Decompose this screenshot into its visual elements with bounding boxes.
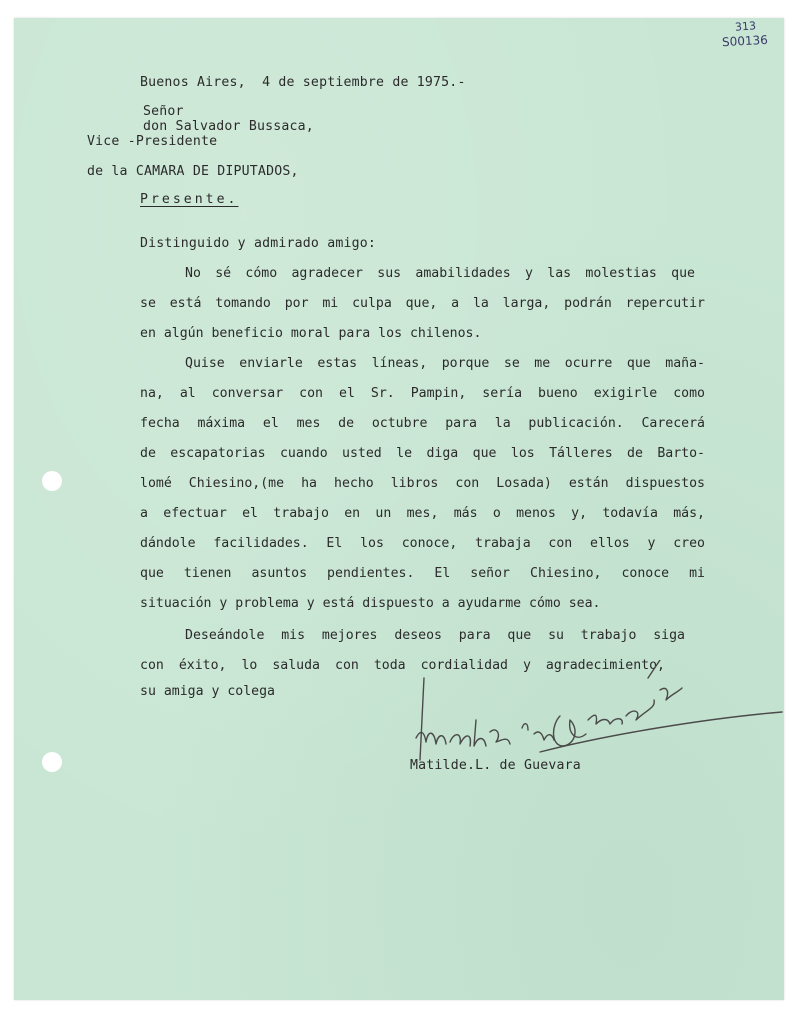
recipient-name: don Salvador Bussaca, — [143, 119, 314, 134]
recipient-institution: de la CAMARA DE DIPUTADOS, — [87, 164, 299, 179]
date-line: Buenos Aires, 4 de septiembre de 1975.- — [140, 75, 466, 90]
paragraph-2-line-6: a efectuar el trabajo en un mes, más o menos y, todavía más, — [140, 506, 705, 521]
paragraph-1-line-1: No sé cómo agradecer sus amabilidades y las molestias que — [185, 266, 695, 281]
paragraph-2-line-8: que tienen asuntos pendientes. El señor Chiesino, conoce mi — [140, 566, 705, 581]
paragraph-3-line-1: Deseándole mis mejores deseos para que su trabajo siga — [185, 628, 685, 643]
handwritten-signature — [410, 660, 790, 770]
paragraph-2-line-7: dándole facilidades. El los conoce, trabaja con ellos y creo — [140, 536, 705, 551]
salutation-title: Señor — [143, 104, 184, 119]
presente-line: Presente. — [140, 192, 239, 207]
paragraph-2-line-4: de escapatorias cuando usted le diga que los Tálleres de Barto- — [140, 446, 705, 461]
signature-name: Matilde.L. de Guevara — [410, 758, 581, 773]
paragraph-2-line-1: Quise enviarle estas líneas, porque se me ocurre que maña- — [185, 356, 705, 371]
paragraph-3-line-2: con éxito, lo saluda con toda cordialidad y agradecimiento, — [140, 658, 665, 673]
paragraph-2-line-9: situación y problema y está dispuesto a ayudarme cómo sea. — [140, 596, 601, 611]
punch-hole-top — [42, 471, 62, 491]
greeting: Distinguido y admirado amigo: — [140, 236, 377, 251]
punch-hole-bottom — [42, 752, 62, 772]
paragraph-2-line-2: na, al conversar con el Sr. Pampin, sería bueno exigirle como — [140, 386, 705, 401]
paragraph-2-line-3: fecha máxima el mes de octubre para la publicación. Carecerá — [140, 416, 705, 431]
archive-number-top: 313 — [734, 19, 757, 34]
recipient-role: Vice -Presidente — [87, 134, 218, 149]
archive-number-bottom: S00136 — [721, 32, 769, 50]
paragraph-3-line-3: su amiga y colega — [140, 684, 275, 699]
paragraph-2-line-5: lomé Chiesino,(me ha hecho libros con Losada) están dispuestos — [140, 476, 705, 491]
paragraph-1-line-3: en algún beneficio moral para los chilenos. — [140, 326, 482, 341]
paragraph-1-line-2: se está tomando por mi culpa que, a la larga, podrán repercutir — [140, 296, 705, 311]
